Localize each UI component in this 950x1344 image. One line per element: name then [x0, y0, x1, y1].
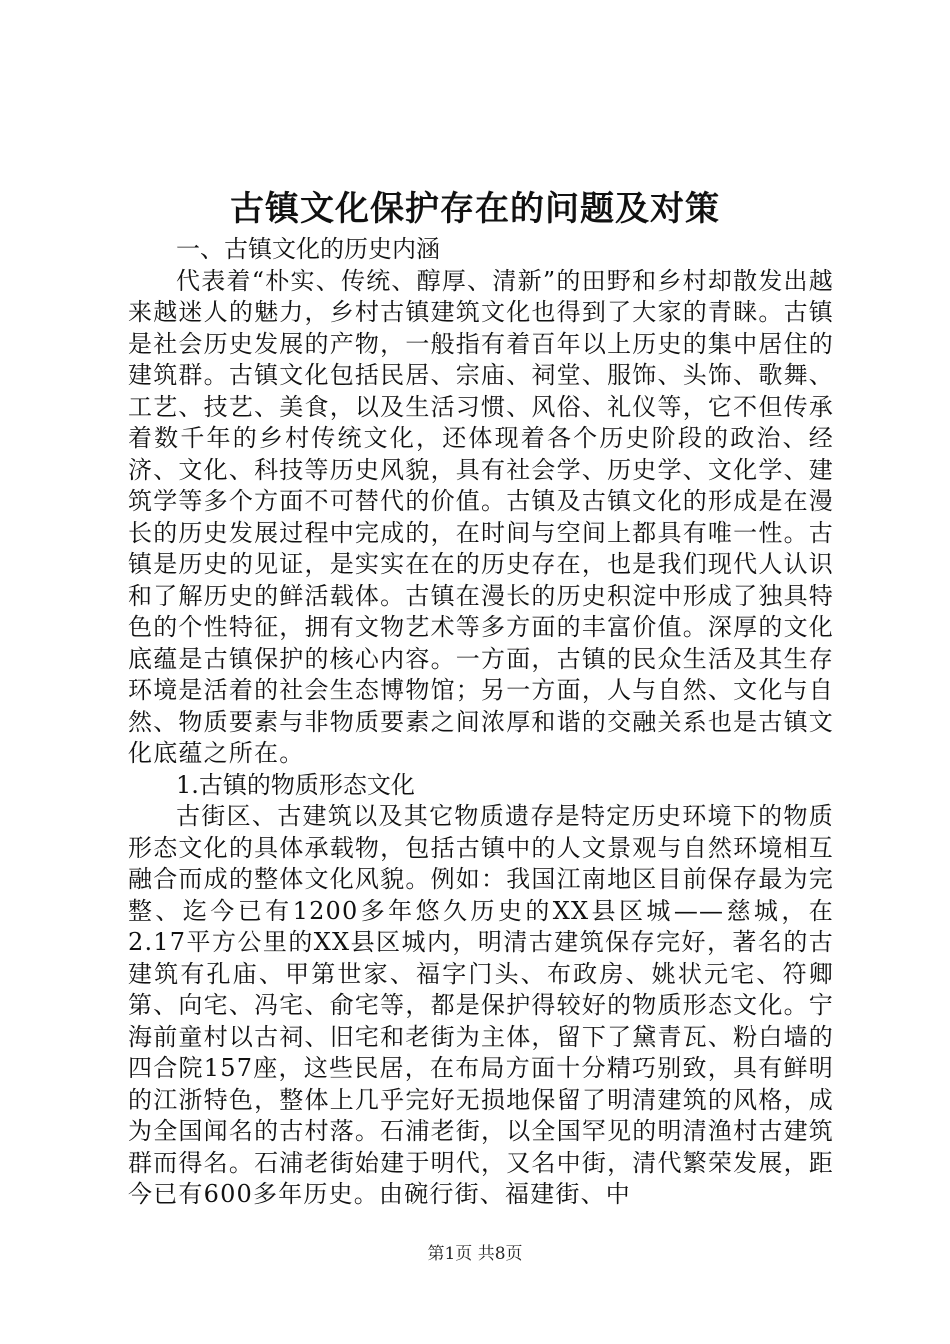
paragraph-material-culture: 古街区、古建筑以及其它物质遗存是特定历史环境下的物质形态文化的具体承载物，包括古镇中的人文景观与自然环境相互融合而成的整体文化风貌。例如：我国江南地区目前保存最为完整、迄今已有1200多年悠久历史的XX县区城——慈城，在2.17平方公里的XX县区城内，明清古建筑保存完好，著名的古建筑有孔庙、甲第世家、福字门头、布政房、姚状元宅、符卿第、向宅、冯宅、俞宅等，都是保护得较好的物质形态文化。宁海前童村以古祠、旧宅和老街为主体，留下了黛青瓦、粉白墙的四合院157座，这些民居，在布局方面十分精巧别致，具有鲜明的江浙特色，整体上几乎完好无损地保留了明清建筑的风格，成为全国闻名的古村落。石浦老街，以全国罕见的明清渔村古建筑群而得名。石浦老街始建于明代，又名中街，清代繁荣发展，距今已有600多年历史。由碗行街、福建街、中: [128, 802, 834, 1208]
document-title: 古镇文化保护存在的问题及对策: [230, 189, 720, 229]
section-heading-history: 一、古镇文化的历史内涵: [176, 235, 440, 263]
document-body: [128, 234, 834, 1211]
section-heading-material-culture: 1.古镇的物质形态文化: [176, 770, 415, 799]
page-footer: 第1页 共8页: [427, 1244, 523, 1264]
paragraph-history: 代表着“朴实、传统、醇厚、清新”的田野和乡村却散发出越来越迷人的魅力，乡村古镇建筑文化也得到了大家的青睐。古镇是社会历史发展的产物，一般指有着百年以上历史的集中居住的建筑群。古镇文化包括民居、宗庙、祠堂、服饰、头饰、歌舞、工艺、技艺、美食，以及生活习惯、风俗、礼仪等，它不但传承着数千年的乡村传统文化，还体现着各个历史阶段的政治、经济、文化、科技等历史风貌，具有社会学、历史学、文化学、建筑学等多个方面不可替代的价值。古镇及古镇文化的形成是在漫长的历史发展过程中完成的，在时间与空间上都具有唯一性。古镇是历史的见证，是实实在在的历史存在，也是我们现代人认识和了解历史的鲜活载体。古镇在漫长的历史积淀中形成了独具特色的个性特征，拥有文物艺术等多方面的丰富价值。深厚的文化底蕴是古镇保护的核心内容。一方面，古镇的民众生活及其生存环境是活着的社会生态博物馆；另一方面，人与自然、文化与自然、物质要素与非物质要素之间浓厚和谐的交融关系也是古镇文化底蕴之所在。: [128, 266, 834, 767]
